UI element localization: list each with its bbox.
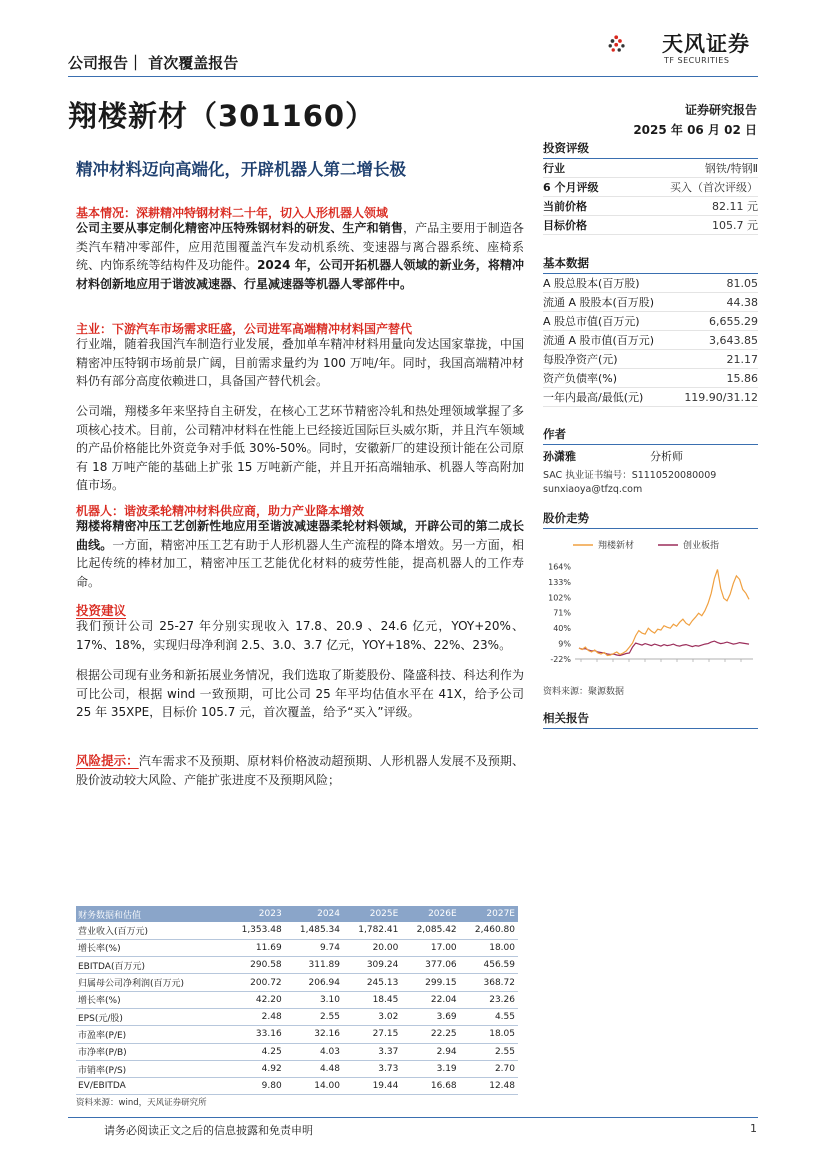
- table-cell: 2.70: [460, 1060, 518, 1077]
- table-cell: 市盈率(P/E): [76, 1026, 226, 1043]
- table-row: [76, 991, 518, 1008]
- basic-data-value: 15.86: [726, 372, 758, 385]
- table-header-cell: 2025E: [343, 906, 401, 922]
- table-cell: 22.04: [401, 991, 459, 1008]
- basic-data-row: [543, 293, 758, 312]
- basic-data-row: [543, 331, 758, 350]
- table-cell: EBITDA(百万元): [76, 957, 226, 974]
- table-cell: 17.00: [401, 939, 459, 956]
- stock-chart-title: 股价走势: [543, 510, 758, 529]
- basic-data-key: 流通 A 股股本(百万股): [543, 296, 655, 309]
- author-block: [543, 426, 758, 495]
- rating-row: [543, 216, 758, 235]
- y-tick-label: 102%: [548, 593, 571, 603]
- table-cell: 2,085.42: [401, 922, 459, 939]
- company-title: 翔楼新材（301160）: [68, 99, 376, 133]
- author-title: 作者: [543, 426, 758, 445]
- table-cell: 2.55: [285, 1008, 343, 1025]
- table-cell: 22.25: [401, 1026, 459, 1043]
- y-tick-label: 164%: [548, 562, 571, 572]
- table-cell: 368.72: [460, 974, 518, 991]
- rating-key: 目标价格: [543, 219, 587, 232]
- basic-data-row: [543, 312, 758, 331]
- table-row: [76, 1060, 518, 1077]
- table-cell: 290.58: [226, 957, 284, 974]
- footer-disclaimer: 请务必阅读正文之后的信息披露和免责申明: [104, 1124, 313, 1137]
- basic-data-row: [543, 274, 758, 293]
- related-reports-title[interactable]: 相关报告: [543, 710, 758, 729]
- author-role: 分析师: [650, 450, 683, 463]
- basic-data-key: 每股净资产(元): [543, 353, 618, 366]
- table-cell: 1,485.34: [285, 922, 343, 939]
- table-cell: 33.16: [226, 1026, 284, 1043]
- table-cell: 3.10: [285, 991, 343, 1008]
- table-cell: 市净率(P/B): [76, 1043, 226, 1060]
- table-cell: 11.69: [226, 939, 284, 956]
- rating-block: [543, 140, 758, 235]
- table-cell: 3.02: [343, 1008, 401, 1025]
- rating-value: 买入（首次评级）: [670, 181, 758, 194]
- table-cell: 归属母公司净利润(百万元): [76, 974, 226, 991]
- table-cell: 9.80: [226, 1078, 284, 1095]
- table-cell: 3.37: [343, 1043, 401, 1060]
- table-cell: 4.55: [460, 1008, 518, 1025]
- section-risk: 风险提示：汽车需求不及预期、原材料价格波动超预期、人形机器人发展不及预期、股价波动较大风险、产能扩张进度不及预期风险；: [76, 753, 524, 787]
- rating-value: 82.11 元: [712, 200, 758, 213]
- table-cell: 营业收入(百万元): [76, 922, 226, 939]
- table-cell: 245.13: [343, 974, 401, 991]
- section-invest-p2: 根据公司现有业务和新拓展业务情况，我们选取了斯菱股份、隆盛科技、科达利作为可比公司，根据 wind 一致预期，可比公司 25 年平均估值水平在 41X，给予公司 25 年 35XPE，目标价 105.7 元，首次覆盖，给予“买入”评级。: [76, 668, 524, 719]
- related-block: [543, 710, 758, 729]
- report-date: 2025 年 06 月 02 日: [633, 123, 757, 137]
- table-cell: 增长率(%): [76, 939, 226, 956]
- table-row: [76, 974, 518, 991]
- table-cell: 1,782.41: [343, 922, 401, 939]
- basic-data-key: A 股总股本(百万股): [543, 277, 640, 290]
- table-cell: 4.92: [226, 1060, 284, 1077]
- logo-name-en: TF SECURITIES: [664, 56, 730, 65]
- section-basic-text: 公司主要从事定制化精密冲压特殊钢材料的研发、生产和销售，产品主要用于制造各类汽车精冲零部件，应用范围覆盖汽车发动机系统、变速器与离合器系统、座椅系统、内饰系统等结构件及功能件。2024 年，公司开拓机器人领域的新业务，将精冲材料创新地应用于谐波减速器、行星减速器等机器人零部件中。: [76, 221, 525, 291]
- table-cell: 2.94: [401, 1043, 459, 1060]
- table-cell: 4.03: [285, 1043, 343, 1060]
- header-divider: [68, 76, 758, 77]
- basic-data-block: [543, 255, 758, 407]
- table-cell: 市销率(P/S): [76, 1060, 226, 1077]
- rating-value: 105.7 元: [712, 219, 758, 232]
- table-cell: 456.59: [460, 957, 518, 974]
- table-row: [76, 1078, 518, 1095]
- logo-name: 天风证券: [662, 32, 750, 56]
- report-headline: 精冲材料迈向高端化，开辟机器人第二增长极: [76, 160, 406, 179]
- section-basic-title: 基本情况：深耕精冲特钢材料二十年，切入人形机器人领域: [76, 206, 389, 220]
- basic-data-value: 119.90/31.12: [684, 391, 758, 404]
- basic-data-row: [543, 369, 758, 388]
- y-tick-label: 71%: [553, 608, 571, 618]
- table-cell: 32.16: [285, 1026, 343, 1043]
- table-source: 资料来源：wind，天风证券研究所: [76, 1098, 207, 1108]
- table-cell: 311.89: [285, 957, 343, 974]
- table-cell: 18.00: [460, 939, 518, 956]
- table-cell: 27.15: [343, 1026, 401, 1043]
- table-header-cell: 2023: [226, 906, 284, 922]
- y-tick-label: 9%: [558, 639, 571, 649]
- y-tick-label: -22%: [550, 655, 571, 664]
- page-number: 1: [750, 1122, 757, 1135]
- basic-data-title: 基本数据: [543, 255, 758, 274]
- legend-label: 创业板指: [683, 541, 720, 551]
- basic-data-value: 6,655.29: [709, 315, 758, 328]
- table-row: [76, 957, 518, 974]
- stock-chart-block: [543, 510, 758, 529]
- table-cell: 309.24: [343, 957, 401, 974]
- rating-title: 投资评级: [543, 140, 758, 159]
- basic-data-value: 21.17: [726, 353, 758, 366]
- basic-data-key: 资产负债率(%): [543, 372, 618, 385]
- table-cell: 2,460.80: [460, 922, 518, 939]
- table-cell: 2.48: [226, 1008, 284, 1025]
- table-cell: 3.19: [401, 1060, 459, 1077]
- table-cell: EPS(元/股): [76, 1008, 226, 1025]
- section-invest-p1: 我们预计公司 25-27 年分别实现收入 17.8、20.9 、24.6 亿元，YOY+20%、17%、18%，实现归母净利润 2.5、3.0、3.7 亿元，YOY+18%、22%、23%。: [76, 619, 524, 652]
- tf-logo-icon: [608, 18, 664, 70]
- rating-row: [543, 197, 758, 216]
- rating-key: 6 个月评级: [543, 181, 599, 194]
- table-cell: 12.48: [460, 1078, 518, 1095]
- basic-data-value: 3,643.85: [709, 334, 758, 347]
- report-type: 公司报告｜ 首次覆盖报告: [68, 54, 239, 72]
- section-invest-title: 投资建议: [76, 603, 127, 618]
- table-row: [76, 922, 518, 939]
- basic-data-value: 81.05: [726, 277, 758, 290]
- rating-row: [543, 178, 758, 197]
- table-cell: 4.25: [226, 1043, 284, 1060]
- table-cell: 20.00: [343, 939, 401, 956]
- table-cell: 2.55: [460, 1043, 518, 1060]
- section-robot-title: 机器人：谐波柔轮精冲材料供应商，助力产业降本增效: [76, 504, 365, 518]
- table-cell: 19.44: [343, 1078, 401, 1095]
- y-tick-label: 133%: [548, 577, 571, 587]
- table-header-cell: 2024: [285, 906, 343, 922]
- table-header-cell: 2027E: [460, 906, 518, 922]
- basic-data-key: 流通 A 股市值(百万元): [543, 334, 655, 347]
- table-header-cell: 2026E: [401, 906, 459, 922]
- section-robot-text: 翔楼将精密冲压工艺创新性地应用至谐波减速器柔轮材料领域，开辟公司的第二成长曲线。一方面，精密冲压工艺有助于人形机器人生产流程的降本增效。另一方面，相比起传统的棒材加工，精密冲压工艺能优化材料的疲劳性能，提高机器人的工作寿命。: [76, 519, 524, 589]
- table-cell: 23.26: [460, 991, 518, 1008]
- table-cell: 3.69: [401, 1008, 459, 1025]
- table-cell: 3.73: [343, 1060, 401, 1077]
- rating-value: 钢铁/特钢Ⅱ: [704, 162, 758, 175]
- section-main-p1: 行业端，随着我国汽车制造行业发展，叠加单车精冲材料用量向发达国家靠拢，中国精密冲压特钢市场前景广阔，目前需求量约为 100 万吨/年。同时，我国高端精冲材料仍有部分高度依赖进口，具备国产替代机会。: [76, 337, 524, 388]
- basic-data-value: 44.38: [726, 296, 758, 309]
- table-cell: 377.06: [401, 957, 459, 974]
- table-cell: 增长率(%): [76, 991, 226, 1008]
- legend-label: 翔楼新材: [598, 541, 635, 551]
- basic-data-row: [543, 350, 758, 369]
- table-cell: 1,353.48: [226, 922, 284, 939]
- rating-key: 当前价格: [543, 200, 587, 213]
- rating-key: 行业: [543, 162, 565, 175]
- y-tick-label: 40%: [553, 624, 571, 634]
- section-main-title: 主业：下游汽车市场需求旺盛，公司进军高端精冲材料国产替代: [76, 322, 413, 336]
- chart-source: 资料来源：聚源数据: [543, 687, 625, 697]
- table-cell: 206.94: [285, 974, 343, 991]
- report-category: 证券研究报告: [684, 103, 757, 117]
- rating-row: [543, 159, 758, 178]
- table-header-cell: 财务数据和估值: [76, 906, 226, 922]
- stock-price-chart: [543, 533, 758, 673]
- table-cell: 14.00: [285, 1078, 343, 1095]
- section-main-p2: 公司端，翔楼多年来坚持自主研发，在核心工艺环节精密冷轧和热处理领域掌握了多项核心技术。目前，公司精冲材料在性能上已经接近国际巨头威尔斯，并且汽车领域的产品价格能比外资竞争对手低 30%-50%。同时，安徽新厂的建设预计能在公司原有 18 万吨产能的基础上扩张 15 万吨新产能，并且开拓高端轴承、机器人等高附加值市场。: [76, 404, 524, 492]
- table-cell: 18.45: [343, 991, 401, 1008]
- financial-table: [76, 906, 518, 1095]
- author-cert: SAC 执业证书编号：S1110520080009: [543, 470, 717, 481]
- section-risk-title: 风险提示：: [76, 753, 139, 768]
- table-cell: EV/EBITDA: [76, 1078, 226, 1095]
- table-cell: 16.68: [401, 1078, 459, 1095]
- table-cell: 4.48: [285, 1060, 343, 1077]
- table-row: [76, 1008, 518, 1025]
- basic-data-row: [543, 388, 758, 407]
- table-row: [76, 1026, 518, 1043]
- author-email[interactable]: sunxiaoya@tfzq.com: [543, 484, 643, 495]
- table-cell: 200.72: [226, 974, 284, 991]
- table-cell: 9.74: [285, 939, 343, 956]
- table-row: [76, 939, 518, 956]
- table-cell: 18.05: [460, 1026, 518, 1043]
- table-row: [76, 1043, 518, 1060]
- author-name: 孙潇雅: [543, 450, 576, 463]
- basic-data-key: A 股总市值(百万元): [543, 315, 640, 328]
- table-cell: 42.20: [226, 991, 284, 1008]
- basic-data-key: 一年内最高/最低(元): [543, 391, 644, 404]
- table-cell: 299.15: [401, 974, 459, 991]
- footer-divider: [68, 1117, 758, 1118]
